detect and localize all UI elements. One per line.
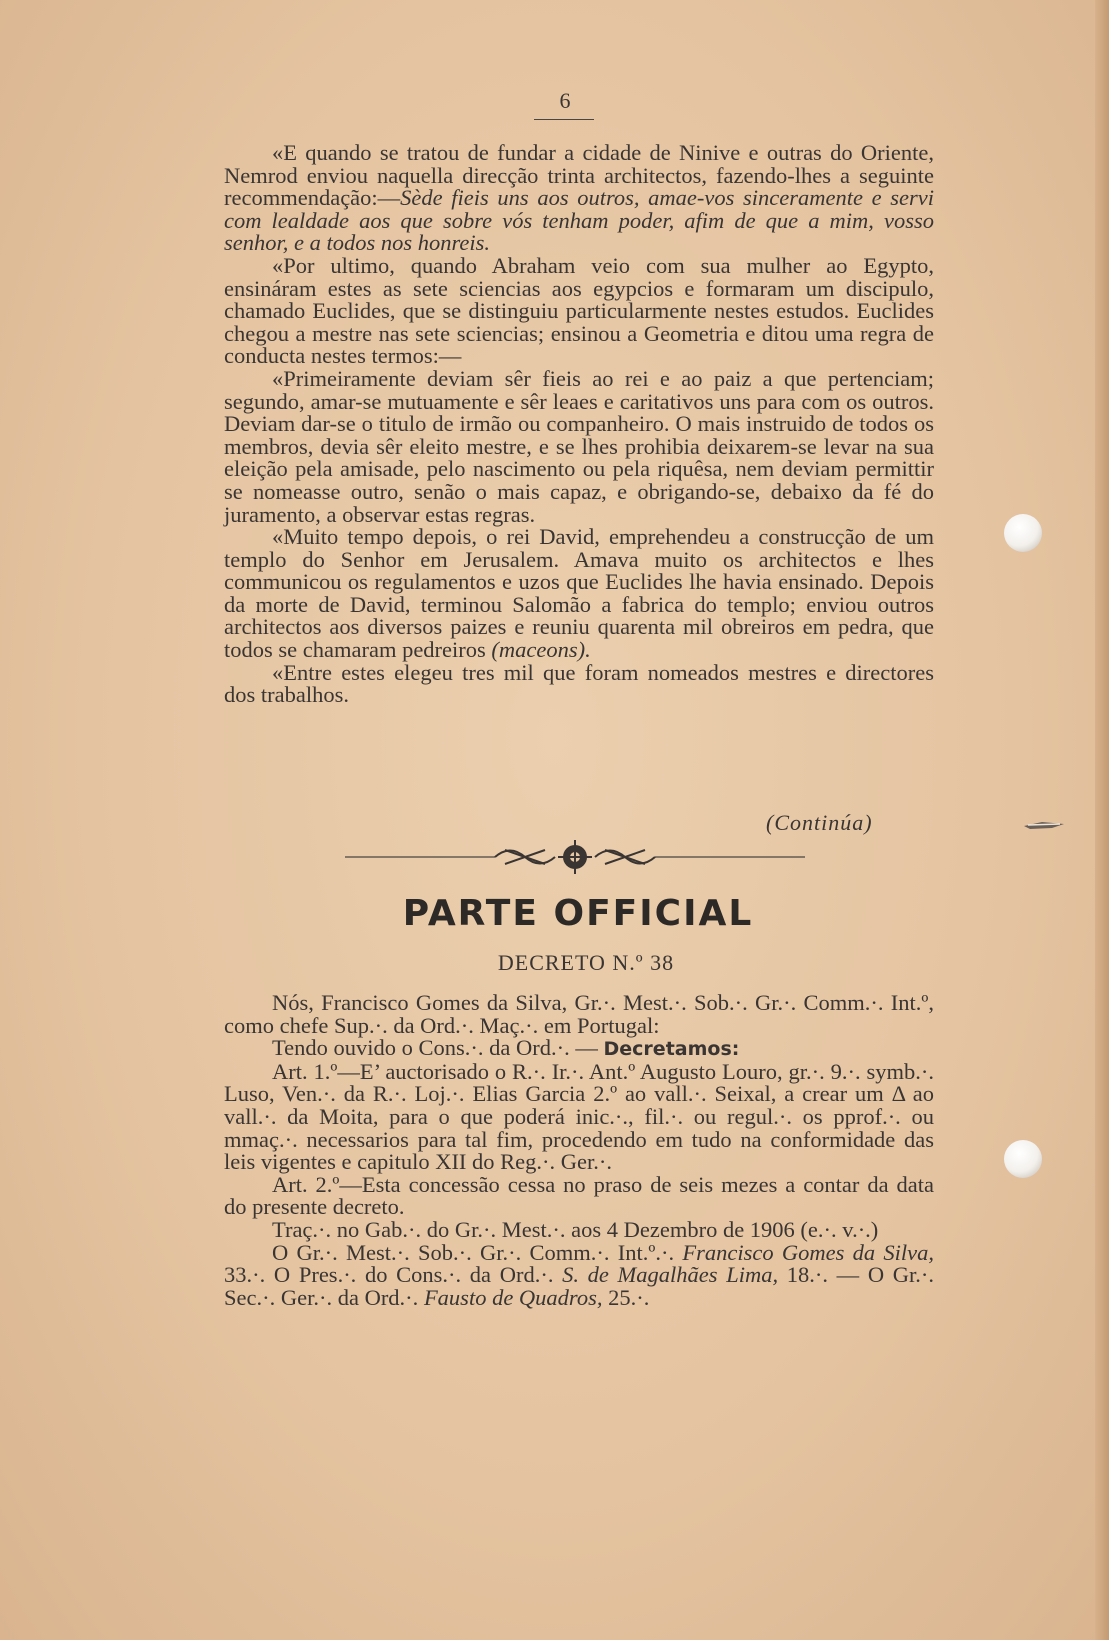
punch-hole-icon: [1004, 1140, 1042, 1178]
page-number-rule: [534, 119, 594, 120]
paragraph-david-term: (maceons).: [491, 637, 591, 663]
signature-text-1: O Gr.·. Mest.·. Sob.·. Gr.·. Comm.·. Int.º.·.: [272, 1239, 683, 1265]
decree-signatures: [224, 1239, 934, 1310]
decree-heading: DECRETO N.º 38: [497, 950, 675, 975]
signature-text-3: 18.·. — O Gr.·. Sec.·. Ger.·. da Ord.·.: [224, 1262, 934, 1310]
paragraph-david-text: «Muito tempo depois, o rei David, emprehendeu a construcção de um templo do Senhor em Jerusalem. Amava muito os architectos e lhes communicou os regulamentos e uzos que Euclides lhe havia ensinado. Depois da morte de David, terminou Salomão a fabrica do templo; enviou outros architectos aos diversos paizes e reuniu quarenta mil obreiros em pedra, que todos se chamaram pedreiros: [224, 524, 934, 663]
paragraph-abraham: «Por ultimo, quando Abraham veio com sua mulher ao Egypto, ensináram estes as sete sciencias aos egypcios e formaram um discipulo, chamado Euclides, que se distinguiu particularmente nestes estudos. Euclides chegou a mestre nas sete sciencias; ensinou a Geometria e ditou uma regra de conducta nestes termos:—: [224, 252, 934, 369]
page-tab-icon: [1022, 818, 1066, 832]
decree-article-2: Art. 2.º—Esta concessão cessa no praso de seis mezes a contar da data do presente decreto.: [224, 1171, 934, 1220]
signature-name-2: S. de Magalhães Lima,: [562, 1262, 779, 1288]
paragraph-nemrod-quote: Sède fieis uns aos outros, amae-vos sinceramente e servi com lealdade aos que sobre vós tenham poder, afim de que a mim, vosso senhor, e a todos nos honreis.: [224, 185, 934, 256]
ornamental-divider-icon: [345, 836, 805, 876]
decree-date: Traç.·. no Gab.·. do Gr.·. Mest.·. aos 4 Dezembro de 1906 (e.·. v.·.): [272, 1216, 879, 1242]
punch-hole-icon: [1004, 514, 1042, 552]
paragraph-nemrod: [224, 142, 934, 255]
decree-preamble: Nós, Francisco Gomes da Silva, Gr.·. Mest.·. Sob.·. Gr.·. Comm.·. Int.º, como chefe Sup.·. da Ord.·. Maç.·. em Portugal:: [224, 990, 934, 1038]
signature-text-2: 33.·. O Pres.·. do Cons.·. da Ord.·.: [224, 1262, 563, 1288]
decree-decretamos-text: Tendo ouvido o Cons.·. da Ord.·. —: [272, 1035, 604, 1061]
page-edge: [1095, 0, 1109, 1640]
decree-decretamos-word: Decretamos:: [603, 1038, 740, 1061]
signature-text-4: 25.·.: [602, 1284, 650, 1310]
article-text: [224, 142, 934, 707]
paragraph-nemrod-text: «E quando se tratou de fundar a cidade de Ninive e outras do Oriente, Nemrod enviou naquella direcção trinta architectos, fazendo-lhes a seguinte recommendação:—: [224, 140, 934, 211]
continua-note: (Continúa): [766, 810, 873, 835]
paragraph-rules: «Primeiramente deviam sêr fieis ao rei e ao paiz a que pertenciam; segundo, amar-se mutuamente e sêr leaes e caritativos uns para com os outros. Deviam dar-se o titulo de irmão ou companheiro. O mais instruido de todos os membros, devia sêr eleito mestre, e se lhes prohibia deixarem-se levar na sua eleição pela amisade, pelo nascimento ou pela riquêsa, nem deviam permittir se nomeasse outro, senão o mais capaz, e obrigando-se, debaixo da fé do juramento, a observar estas regras.: [224, 365, 934, 527]
decree-decretamos: [224, 1037, 934, 1061]
paragraph-david: [224, 526, 934, 662]
signature-name-3: Fausto de Quadros,: [423, 1284, 603, 1310]
decree-article-1: Art. 1.º—E’ auctorisado o R.·. Ir.·. Ant.º Augusto Louro, gr.·. 9.·. symb.·. Luso, Ven.·. da R.·. Loj.·. Elias Garcia 2.º ao vall.·. Seixal, a crear um Δ ao vall.·. da Moita, para o que poderá inic.·., fil.·. ou regul.·. os pprof.·. ou mmaç.·. necessarios para tal fim, procedendo em tudo na conformidade das leis vigentes e capitulo XII do Reg.·. Ger.·.: [224, 1058, 934, 1175]
section-title: PARTE OFFICIAL: [402, 893, 754, 934]
paragraph-masters: «Entre estes elegeu tres mil que foram nomeados mestres e directores dos trabalhos.: [224, 659, 934, 708]
page-number: 6: [559, 88, 571, 113]
decree-text: [224, 992, 934, 1309]
signature-name-1: Francisco Gomes da Silva,: [682, 1239, 934, 1265]
